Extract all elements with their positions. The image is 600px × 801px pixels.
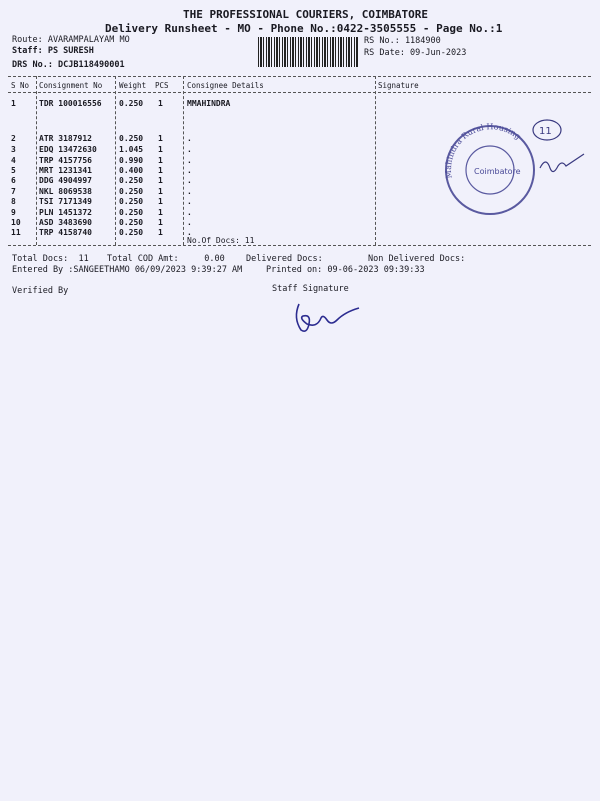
row-sno: 5 (11, 166, 16, 175)
stamp-arc-text: Mahindra Rural Housing (443, 122, 523, 179)
row-sno: 9 (11, 208, 16, 217)
row-consignment-no: TDR 100016556 (39, 99, 102, 108)
total-docs: Total Docs: 11 (12, 254, 89, 264)
col-divider (36, 76, 37, 245)
row-consignment-no: ATR 3187912 (39, 134, 92, 143)
row-sno: 11 (11, 228, 21, 237)
barcode (258, 37, 358, 67)
no-of-docs: No.Of Docs: 11 (187, 236, 255, 245)
row-consignee-details: . (187, 187, 192, 196)
row-weight: 0.250 (119, 218, 144, 227)
row-consignee-details: . (187, 208, 192, 217)
stamp-center-text: Coimbatore (474, 167, 521, 176)
col-divider (375, 76, 376, 245)
row-pcs: 1 (158, 197, 163, 206)
company-title: THE PROFESSIONAL COURIERS, COIMBATORE (183, 8, 429, 21)
row-consignee-details: . (187, 197, 192, 206)
row-weight: 0.250 (119, 187, 144, 196)
row-pcs: 1 (158, 208, 163, 217)
col-divider (115, 76, 116, 245)
col-header-signature: Signature (378, 81, 419, 90)
col-header-weight: Weight (119, 81, 147, 90)
row-weight: 0.400 (119, 166, 144, 175)
total-cod-amount: Total COD Amt: 0.00 (107, 254, 225, 264)
row-consignee-details: . (187, 156, 192, 165)
rs-number: RS No.: 1184900 (364, 36, 441, 46)
row-consignee-details: . (187, 218, 192, 227)
row-consignment-no: TSI 7171349 (39, 197, 92, 206)
row-sno: 3 (11, 145, 16, 154)
printed-on: Printed on: 09-06-2023 09:39:33 (266, 265, 425, 275)
row-pcs: 1 (158, 134, 163, 143)
row-consignment-no: PLN 1451372 (39, 208, 92, 217)
signature-scribble-icon (285, 298, 365, 338)
route-label: Route: AVARAMPALAYAM MO (12, 35, 130, 45)
table-header-rule (8, 92, 591, 93)
runsheet-subtitle: Delivery Runsheet - MO - Phone No.:0422-3505555 - Page No.:1 (105, 22, 503, 35)
row-pcs: 1 (158, 176, 163, 185)
row-pcs: 1 (158, 166, 163, 175)
row-consignment-no: TRP 4158740 (39, 228, 92, 237)
delivered-docs: Delivered Docs: (246, 254, 323, 264)
row-weight: 0.250 (119, 99, 144, 108)
company-stamp-icon (440, 118, 600, 228)
col-header-sno: S No (11, 81, 30, 90)
row-sno: 6 (11, 176, 16, 185)
row-sno: 8 (11, 197, 16, 206)
col-header-consignment: Consignment No (39, 81, 103, 90)
entered-by: Entered By :SANGEETHAMO 06/09/2023 9:39:27 AM (12, 265, 243, 275)
row-weight: 0.990 (119, 156, 144, 165)
row-sno: 10 (11, 218, 21, 227)
row-weight: 0.250 (119, 228, 144, 237)
row-consignee-details: . (187, 166, 192, 175)
row-sno: 4 (11, 156, 16, 165)
staff-signature-label: Staff Signature (272, 284, 349, 294)
staff-label: Staff: PS SURESH (12, 46, 94, 56)
row-consignee-details: . (187, 176, 192, 185)
row-consignment-no: TRP 4157756 (39, 156, 92, 165)
row-pcs: 1 (158, 99, 163, 108)
row-weight: 1.045 (119, 145, 144, 154)
table-bottom-rule (8, 245, 591, 246)
row-consignee-details: . (187, 134, 192, 143)
table-top-rule (8, 76, 591, 77)
rs-date: RS Date: 09-Jun-2023 (364, 48, 467, 58)
non-delivered-docs: Non Delivered Docs: (368, 254, 466, 264)
col-header-consignee: Consignee Details (187, 81, 264, 90)
row-weight: 0.250 (119, 134, 144, 143)
row-consignee-details: . (187, 145, 192, 154)
col-header-pcs: PCS (155, 81, 169, 90)
handwritten-count: 11 (539, 126, 552, 137)
row-pcs: 1 (158, 187, 163, 196)
row-sno: 2 (11, 134, 16, 143)
col-divider (183, 76, 184, 245)
row-consignment-no: MRT 1231341 (39, 166, 92, 175)
row-sno: 7 (11, 187, 16, 196)
row-weight: 0.250 (119, 197, 144, 206)
row-pcs: 1 (158, 228, 163, 237)
row-consignment-no: EDQ 13472630 (39, 145, 97, 154)
drs-number: DRS No.: DCJB118490001 (12, 60, 125, 70)
verified-by-label: Verified By (12, 286, 69, 296)
row-pcs: 1 (158, 145, 163, 154)
row-consignee-details: . (187, 228, 192, 237)
row-consignee-details: MMAHINDRA (187, 99, 231, 108)
row-weight: 0.250 (119, 176, 144, 185)
row-weight: 0.250 (119, 208, 144, 217)
row-sno: 1 (11, 99, 16, 108)
row-consignment-no: ASD 3483690 (39, 218, 92, 227)
row-pcs: 1 (158, 218, 163, 227)
row-consignment-no: DDG 4904997 (39, 176, 92, 185)
row-consignment-no: NKL 8069538 (39, 187, 92, 196)
row-pcs: 1 (158, 156, 163, 165)
